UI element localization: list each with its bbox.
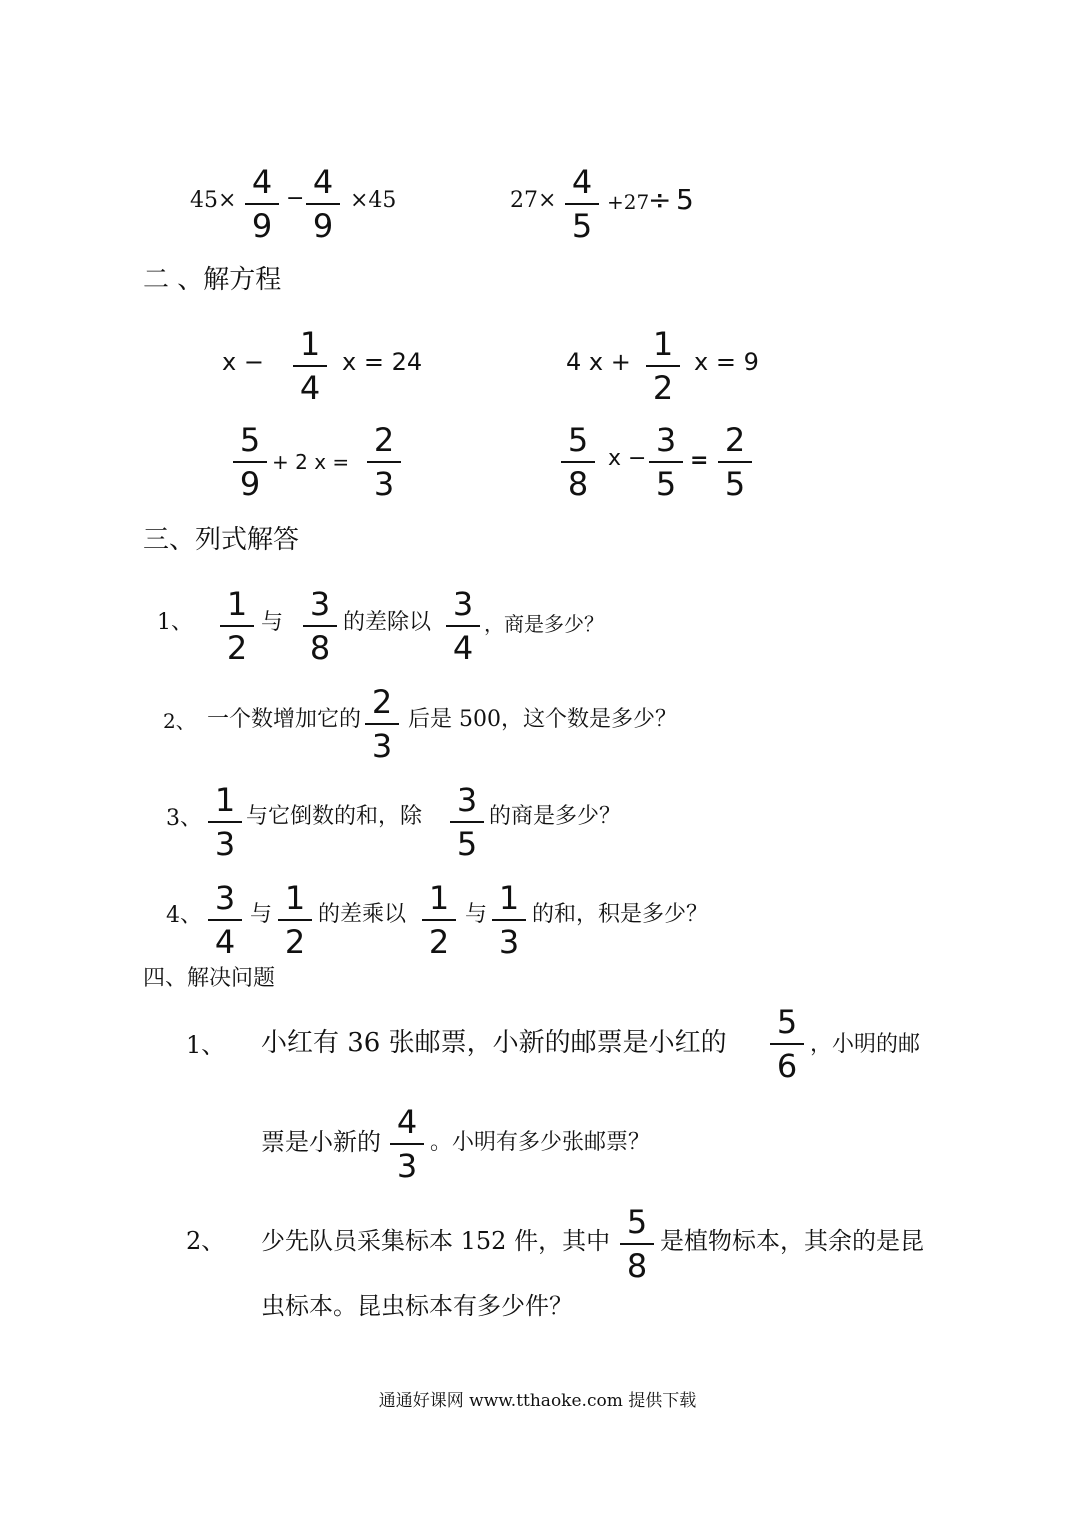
fraction-bar [365, 723, 399, 725]
fraction-bar [245, 203, 279, 205]
numerator: 3 [309, 585, 331, 623]
fraction-bar [208, 821, 242, 823]
numerator: 1 [498, 879, 520, 917]
denominator: 9 [239, 465, 261, 503]
eq2-lead: 4 x + [566, 348, 631, 376]
fraction-bar [646, 365, 680, 367]
denominator: 3 [214, 825, 236, 863]
q1-number: 1、 [157, 610, 193, 635]
denominator: 5 [456, 825, 478, 863]
numerator: 1 [214, 781, 236, 819]
denominator: 8 [567, 465, 589, 503]
denominator: 9 [251, 207, 273, 245]
numerator: 4 [396, 1103, 418, 1141]
fraction [275, 879, 315, 961]
fraction-bar [422, 919, 456, 921]
fraction-bar [390, 1143, 424, 1145]
fraction-bar [492, 919, 526, 921]
fraction [362, 683, 402, 765]
fraction [715, 421, 755, 503]
denominator: 5 [571, 207, 593, 245]
q4-number: 4、 [166, 903, 202, 928]
numerator: 5 [776, 1003, 798, 1041]
fraction [767, 1003, 807, 1085]
denominator: 4 [452, 629, 474, 667]
denominator: 4 [214, 923, 236, 961]
denominator: 3 [371, 727, 393, 765]
divide-sign: ÷ [648, 183, 672, 216]
q3-text1: 与它倒数的和，除 [246, 804, 423, 829]
q1-text3: ，商是多少？ [484, 612, 604, 636]
numerator: 2 [371, 683, 393, 721]
fraction-bar [649, 461, 683, 463]
fraction-bar [220, 625, 254, 627]
p1-line1-end: ，小明的邮 [810, 1032, 921, 1057]
p2-line1-end: 是植物标本，其余的是昆 [660, 1227, 924, 1255]
denominator: 2 [284, 923, 306, 961]
expr2-mid: +27 [607, 190, 650, 214]
fraction-bar [561, 461, 595, 463]
p1-line2-end: 。小明有多少张邮票？ [430, 1130, 651, 1155]
fraction [646, 421, 686, 503]
section-title-written-answers: 三、列式解答 [143, 525, 300, 555]
fraction [643, 325, 683, 407]
q4-text2: 的差乘以 [318, 902, 407, 927]
denominator: 3 [373, 465, 395, 503]
numerator: 3 [452, 585, 474, 623]
numerator: 5 [626, 1203, 648, 1241]
numerator: 1 [299, 325, 321, 363]
q4-text4: 的和，积是多少？ [532, 902, 709, 927]
denominator: 6 [776, 1047, 798, 1085]
fraction [387, 1103, 427, 1185]
denominator: 2 [652, 369, 674, 407]
fraction-bar [278, 919, 312, 921]
q4-text1: 与 [250, 902, 273, 927]
eq3-mid: + 2 x = [272, 450, 350, 474]
numerator: 1 [652, 325, 674, 363]
numerator: 4 [251, 163, 273, 201]
q1-text1: 与 [261, 610, 284, 635]
fraction [617, 1203, 657, 1285]
numerator: 5 [239, 421, 261, 459]
expr2-tail: 5 [676, 183, 694, 216]
footer-credit: 通通好课网 www.tthaoke.com 提供下载 [378, 1391, 697, 1411]
expr2-lead: 27× [510, 188, 557, 213]
fraction [558, 421, 598, 503]
fraction [205, 879, 245, 961]
p2-line2: 虫标本。昆虫标本有多少件？ [261, 1292, 573, 1320]
fraction-bar [620, 1243, 654, 1245]
fraction-bar [306, 203, 340, 205]
fraction [242, 163, 282, 245]
q3-text2: 的商是多少？ [489, 804, 622, 829]
fraction [205, 781, 245, 863]
numerator: 3 [655, 421, 677, 459]
fraction-bar [450, 821, 484, 823]
denominator: 5 [724, 465, 746, 503]
q2-text1: 一个数增加它的 [207, 707, 362, 732]
fraction [562, 163, 602, 245]
expr1-tail: ×45 [350, 188, 397, 213]
denominator: 2 [226, 629, 248, 667]
numerator: 1 [226, 585, 248, 623]
numerator: 5 [567, 421, 589, 459]
fraction-bar [565, 203, 599, 205]
denominator: 4 [299, 369, 321, 407]
fraction [300, 585, 340, 667]
denominator: 9 [312, 207, 334, 245]
eq4-equals: = [690, 448, 709, 473]
q2-text2: 后是 500，这个数是多少？ [408, 707, 677, 732]
numerator: 1 [428, 879, 450, 917]
denominator: 3 [498, 923, 520, 961]
fraction [447, 781, 487, 863]
minus-sign: − [286, 186, 305, 211]
p2-line1: 少先队员采集标本 152 件，其中 [261, 1227, 611, 1255]
fraction [419, 879, 459, 961]
eq4-mid: x − [608, 446, 647, 471]
fraction-bar [293, 365, 327, 367]
denominator: 8 [626, 1247, 648, 1285]
p1-number: 1、 [186, 1031, 226, 1059]
p1-line1: 小红有 36 张邮票，小新的邮票是小红的 [261, 1028, 727, 1058]
fraction [230, 421, 270, 503]
fraction-bar [303, 625, 337, 627]
numerator: 2 [373, 421, 395, 459]
fraction-bar [770, 1043, 804, 1045]
expr1-lead: 45× [190, 188, 237, 213]
fraction [489, 879, 529, 961]
p2-number: 2、 [186, 1227, 226, 1255]
p1-line2-start: 票是小新的 [261, 1128, 381, 1156]
numerator: 4 [312, 163, 334, 201]
fraction-bar [208, 919, 242, 921]
q4-text3: 与 [465, 902, 488, 927]
fraction [290, 325, 330, 407]
denominator: 5 [655, 465, 677, 503]
denominator: 2 [428, 923, 450, 961]
numerator: 1 [284, 879, 306, 917]
q2-number: 2、 [163, 709, 196, 733]
numerator: 2 [724, 421, 746, 459]
fraction-bar [367, 461, 401, 463]
fraction [303, 163, 343, 245]
denominator: 3 [396, 1147, 418, 1185]
fraction-bar [718, 461, 752, 463]
section-title-equations: 二 、解方程 [143, 265, 282, 295]
fraction [443, 585, 483, 667]
q3-number: 3、 [166, 806, 202, 831]
fraction [364, 421, 404, 503]
fraction [217, 585, 257, 667]
numerator: 3 [456, 781, 478, 819]
denominator: 8 [309, 629, 331, 667]
section-title-problem-solving: 四、解决问题 [143, 966, 276, 991]
numerator: 4 [571, 163, 593, 201]
eq1-tail: x = 24 [342, 348, 423, 376]
fraction-bar [233, 461, 267, 463]
fraction-bar [446, 625, 480, 627]
eq2-tail: x = 9 [694, 348, 759, 376]
eq1-lead: x − [222, 348, 264, 376]
q1-text2: 的差除以 [343, 610, 432, 635]
numerator: 3 [214, 879, 236, 917]
